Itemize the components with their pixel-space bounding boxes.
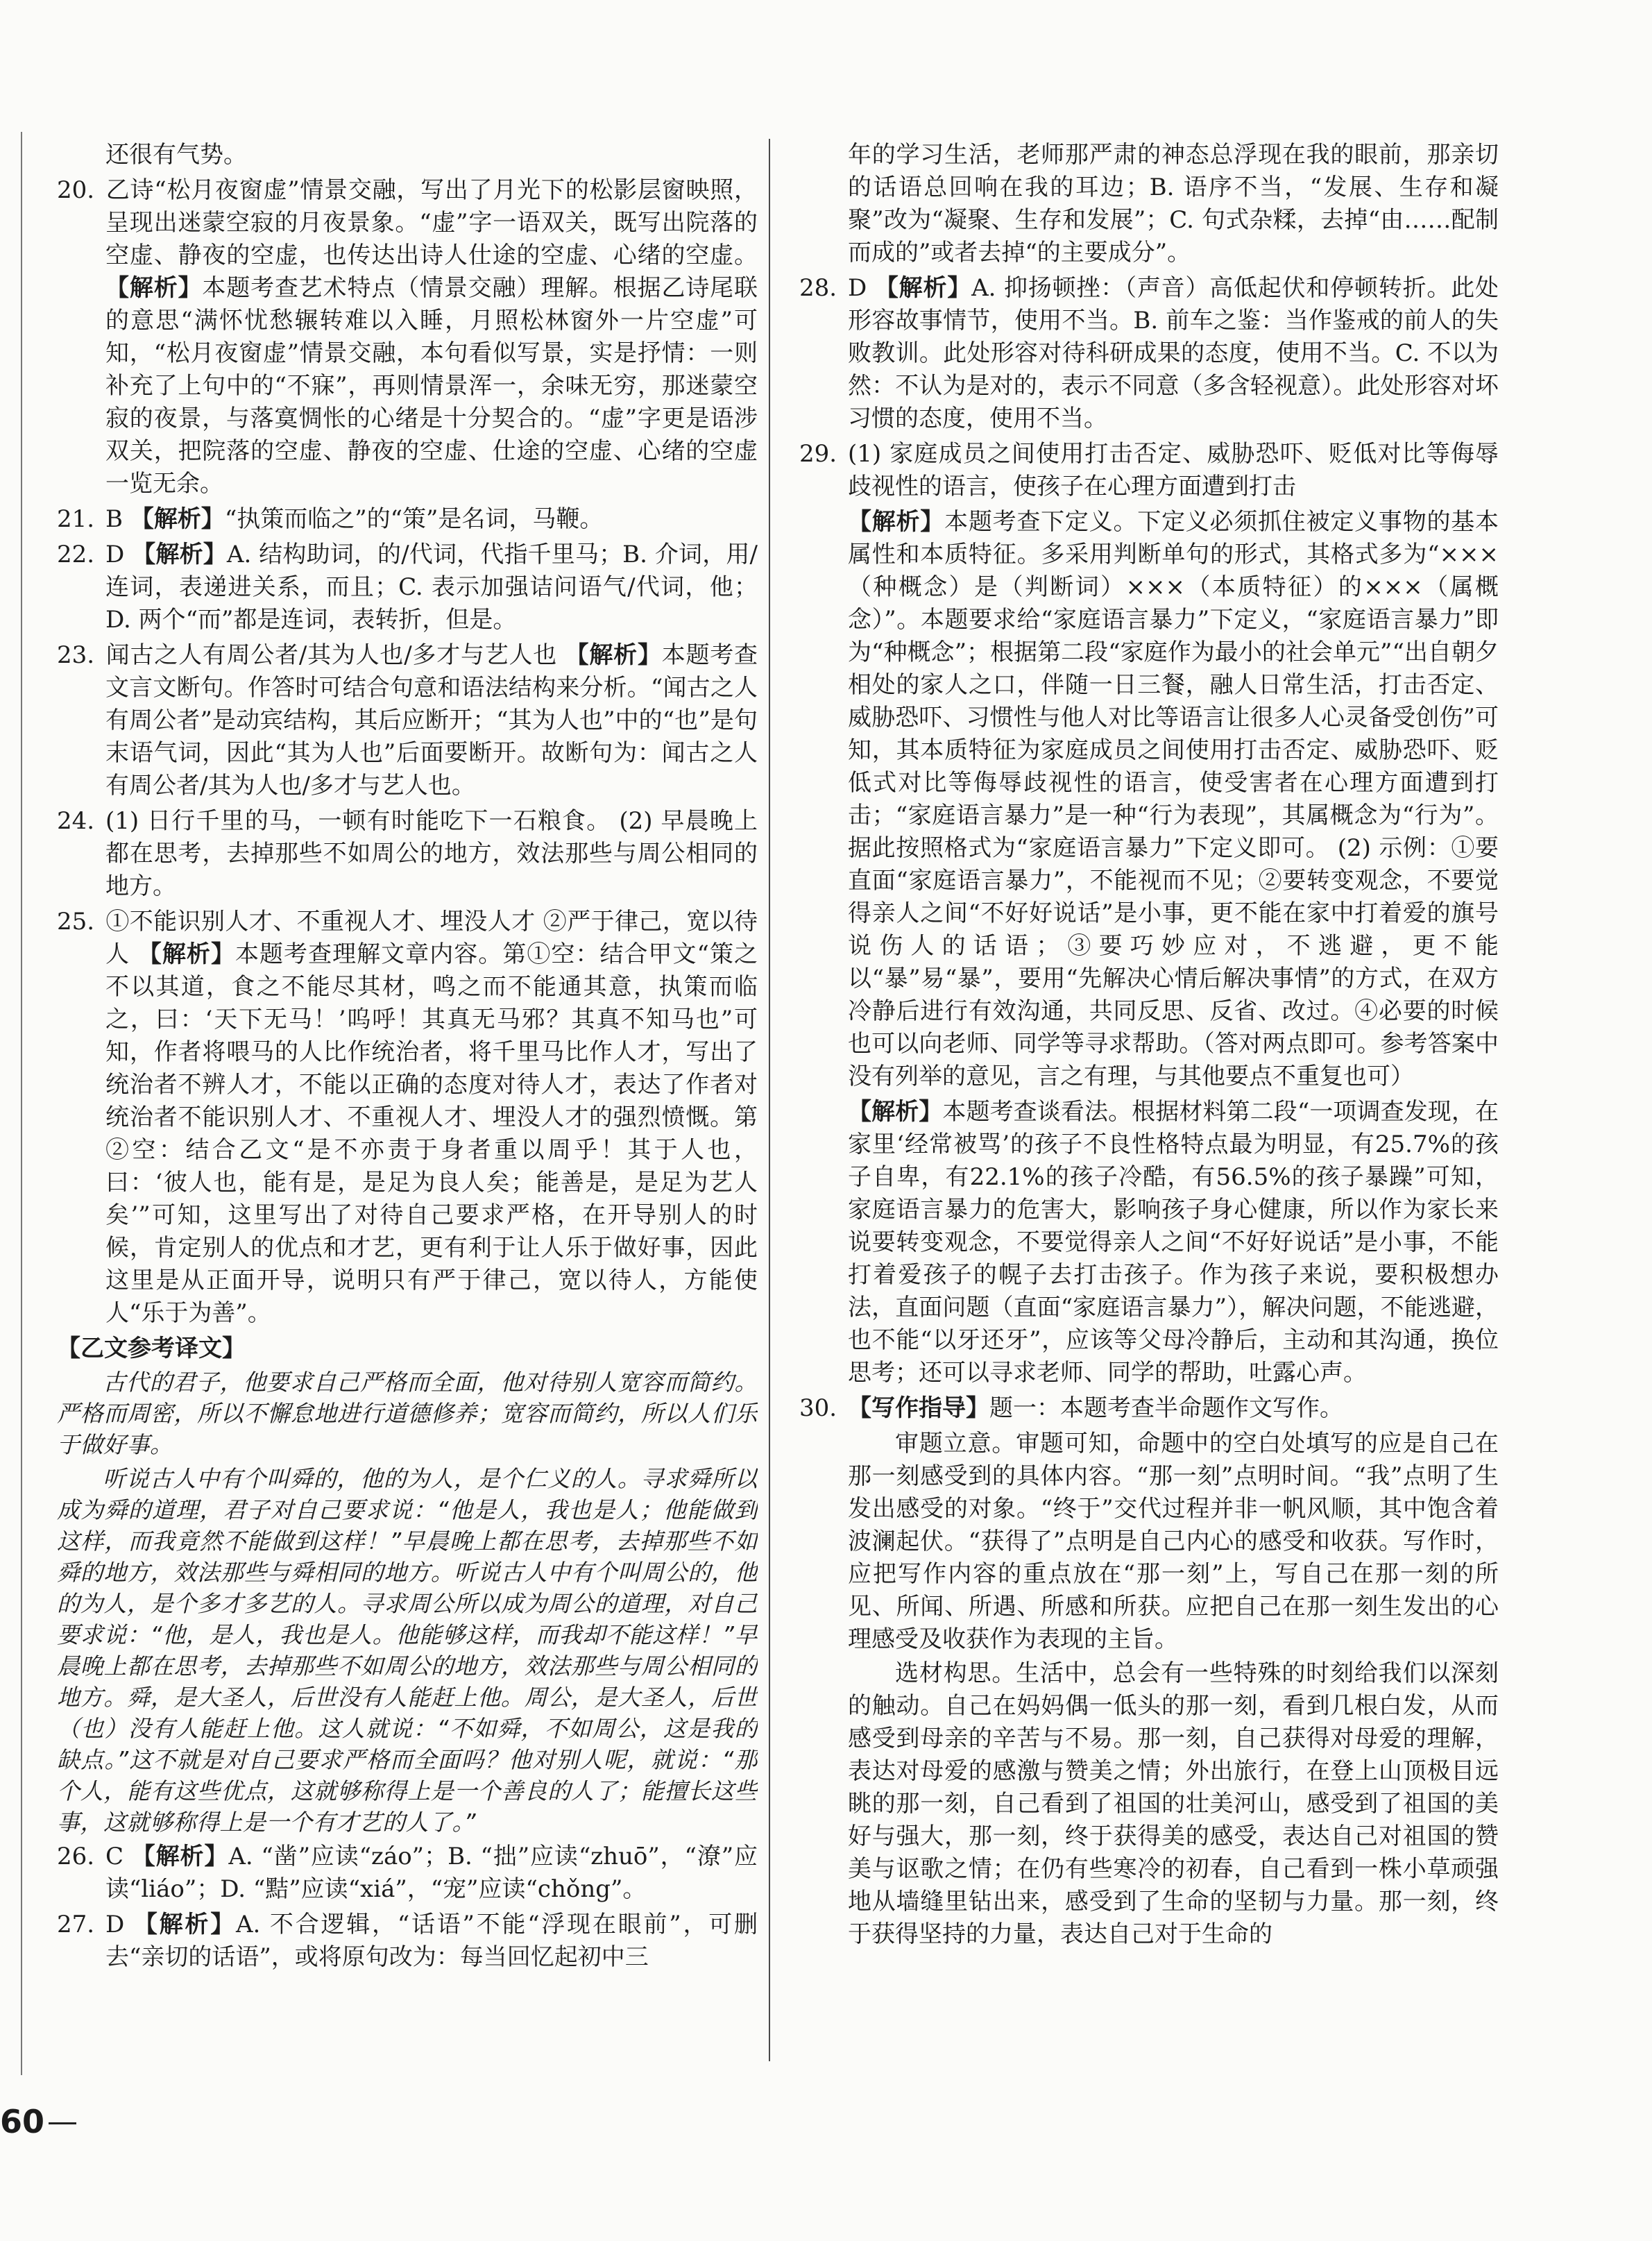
answer-text: D — [105, 541, 125, 568]
answer-text: (1) 家庭成员之间使用打击否定、威胁恐吓、贬低对比等侮辱歧视性的语言，使孩子在心理方面遭到打击 — [848, 440, 1499, 500]
answer-21 — [57, 503, 758, 536]
answer-number: 23. — [57, 641, 95, 669]
answer-24 — [57, 805, 758, 903]
answer-27 — [57, 1909, 758, 1974]
analysis-text: A. 不合逻辑，“话语”不能“浮现在眼前”，可删去“亲切的话语”，或将原句改为：每当回忆起初中三 — [105, 1911, 758, 1971]
analysis-block — [799, 1096, 1499, 1389]
answer-number: 27. — [57, 1911, 95, 1938]
analysis-tag: 【解析】 — [848, 508, 945, 536]
analysis-text: 本题考查艺术特点（情景交融）理解。根据乙诗尾联的意思“满怀忧愁辗转难以入睡，月照松林窗外一片空虚”可知，“松月夜窗虚”情景交融，本句看似写景，实是抒情：一则补充了上句中的“不寐”，再则情景浑一，余味无穷，那迷蒙空寂的夜景，与落寞惆怅的心绪是十分契合的。“虚”字更是语涉双关，把院落的空虚、静夜的空虚、仕途的空虚、心绪的空虚一览无余。 — [105, 274, 758, 498]
answer-number: 21. — [57, 505, 95, 533]
continued-analysis: 年的学习生活，老师那严肃的神态总浮现在我的眼前，那亲切的话语总回响在我的耳边；B. 语序不当，“发展、生存和凝聚”改为“凝聚、生存和发展”；C. 句式杂糅，去掉“由……配制而成的”或者去掉“的主要成分”。 — [848, 141, 1499, 267]
answer-20 — [57, 174, 758, 500]
analysis-tag: 【解析】 — [131, 1843, 229, 1870]
answer-number: 28. — [799, 274, 837, 302]
analysis-tag: 【解析】 — [132, 541, 227, 568]
analysis-block — [799, 506, 1499, 1093]
analysis-text: 本题考查理解文章内容。第①空：结合甲文“策之不以其道，食之不能尽其材，鸣之而不能通其意，执策而临之，曰：‘天下无马！’呜呼！其真无马邪？其真不知马也”可知，作者将喂马的人比作统治者，将千里马比作人才，写出了统治者不辨人才，不能以正确的态度对待人才，表达了作者对统治者不能识别人才、不重视人才、埋没人才的强烈愤慨。第②空：结合乙文“是不亦责于身者重以周乎！其于人也，曰：‘彼人也，能有是，是足为良人矣；能善是，是足为艺人矣’”可知，这里写出了对待自己要求严格，在开导别人的时候，肯定别人的优点和才艺，更有利于让人乐于做好事，因此这里是从正面开导，说明只有严于律己，宽以待人，方能使人“乐于为善”。 — [105, 940, 758, 1327]
answer-25 — [57, 906, 758, 1330]
answer-text: D — [848, 274, 867, 302]
translation-paragraph: 听说古人中有个叫舜的，他的为人，是个仁义的人。寻求舜所以成为舜的道理，君子对自己要求说：“他是人，我也是人；他能做到这样，而我竟然不能做到这样！”早晨晚上都在思考，去掉那些不如舜的地方，效法那些与舜相同的地方。听说古人中有个叫周公的，他的为人，是个多才多艺的人。寻求周公所以成为周公的道理，对自己要求说：“他，是人，我也是人。他能够这样，而我却不能这样！”早晨晚上都在思考，去掉那些不如周公的地方，效法那些与周公相同的地方。舜，是大圣人，后世没有人能赶上他。周公，是大圣人，后世（也）没有人能赶上他。这人就说：“不如舜，不如周公，这是我的缺点。”这不就是对自己要求严格而全面吗？他对别人呢，就说：“那个人，能有这些优点，这就够称得上是一个善良的人了；能擅长这些事，这就够称得上是一个有才艺的人了。” — [57, 1465, 758, 1836]
answer-text: 闻古之人有周公者/其为人也/多才与艺人也 — [105, 641, 558, 669]
page-number-dash — [49, 2122, 76, 2124]
translation-paragraph: 古代的君子，他要求自己严格而全面，他对待别人宽容而简约。严格而周密，所以不懈怠地进行道德修养；宽容而简约，所以人们乐于做好事。 — [57, 1369, 758, 1458]
analysis-text: 本题考查文言文断句。作答时可结合句意和语法结构来分析。“闻古之人有周公者”是动宾结构，其后应断开；“其为人也”中的“也”是句末语气词，因此“其为人也”后面要断开。故断句为：闻古之人有周公者/其为人也/多才与艺人也。 — [105, 641, 758, 800]
analysis-text: A. 结构助词，的/代词，代指千里马；B. 介词，用/连词，表递进关系，而且；C. 表示加强诘问语气/代词，他；D. 两个“而”都是连词，表转折，但是。 — [105, 541, 758, 634]
writing-guide-paragraph: 审题立意。审题可知，命题中的空白处填写的应是自己在那一刻感受到的具体内容。“那一刻”点明时间。“我”点明了生发出感受的对象。“终于”交代过程并非一帆风顺，其中饱含着波澜起伏。“获得了”点明是自己内心的感受和收获。写作时，应把写作内容的重点放在“那一刻”上，写自己在那一刻的所见、所闻、所遇、所感和所获。应把自己在那一刻生发出的心理感受及收获作为表现的主旨。 — [848, 1430, 1499, 1653]
analysis-text: 本题考查下定义。下定义必须抓住被定义事物的基本属性和本质特征。多采用判断单句的形式，其格式多为“×××（种概念）是（判断词）×××（本质特征）的×××（属概念）”。本题要求给“家庭语言暴力”下定义，“家庭语言暴力”即为“种概念”；根据第二段“家庭作为最小的社会单元”“出自朝夕相处的家人之口，伴随一日三餐，融人日常生活，打击否定、威胁恐吓、习惯性与他人对比等语言让很多人心灵备受创伤”可知，其本质特征为家庭成员之间使用打击否定、威胁恐吓、贬低式对比等侮辱歧视性的语言，使受害者在心理方面遭到打击；“家庭语言暴力”是一种“行为表现”，其属概念为“行为”。据此按照格式为“家庭语言暴力”下定义即可。 (2) 示例：①要直面“家庭语言暴力”，不能视而不见；②要转变观念，不要觉得亲人之间“不好好说话”是小事，更不能在家中打着爱的旗号说伤人的话语；③要巧妙应对，不逃避，更不能以“暴”易“暴”，要用“先解决心情后解决事情”的方式，在双方冷静后进行有效沟通，共同反思、反省、改过。④必要的时候也可以向老师、同学等寻求帮助。（答对两点即可。参考答案中没有列举的意见，言之有理，与其他要点不重复也可） — [848, 508, 1499, 1090]
analysis-text: A. “凿”应读“záo”；B. “拙”应读“zhuō”，“潦”应读“liáo”；D. “黠”应读“xiá”，“宠”应读“chǒng”。 — [105, 1843, 758, 1903]
answer-text: 乙诗“松月夜窗虚”情景交融，写出了月光下的松影层窗映照，呈现出迷蒙空寂的月夜景象。“虚”字一语双关，既写出院落的空虚、静夜的空虚，也传达出诗人仕途的空虚、心绪的空虚。 — [105, 176, 758, 269]
answer-text: 题一：本题考查半命题作文写作。 — [989, 1394, 1343, 1422]
page-number: 60 — [0, 2103, 45, 2140]
answer-number: 24. — [57, 807, 95, 835]
analysis-text: 本题考查谈看法。根据材料第二段“一项调查发现，在家里‘经常被骂’的孩子不良性格特点最为明显，有25.7%的孩子自卑，有22.1%的孩子冷酷，有56.5%的孩子暴躁”可知，家庭语言暴力的危害大，影响孩子身心健康，所以作为家长来说要转变观念，不要觉得亲人之间“不好好说话”是小事，不能打着爱孩子的幌子去打击孩子。作为孩子来说，要积极想办法，直面问题（直面“家庭语言暴力”），解决问题，不能逃避，也不能“以牙还牙”，应该等父母冷静后，主动和其沟通，换位思考；还可以寻求老师、同学的帮助，吐露心声。 — [848, 1098, 1499, 1387]
translation-heading: 【乙文参考译文】 — [57, 1335, 246, 1362]
writing-guide-tag: 【写作指导】 — [848, 1394, 989, 1422]
analysis-text: A. 抑扬顿挫：（声音）高低起伏和停顿转折。此处形容故事情节，使用不当。B. 前车之鉴：当作鉴戒的前人的失败教训。此处形容对待科研成果的态度，使用不当。C. 不以为然：不认为是对的，表示不同意（多含轻视意）。此处形容对坏习惯的态度，使用不当。 — [848, 274, 1499, 432]
writing-guide-paragraph: 选材构思。生活中，总会有一些特殊的时刻给我们以深刻的触动。自己在妈妈偶一低头的那一刻，看到几根白发，从而感受到母亲的辛苦与不易。那一刻，自己获得对母爱的理解，表达对母爱的感激与赞美之情；外出旅行，在登上山顶极目远眺的那一刻，自己看到了祖国的壮美河山，感受到了祖国的美好与强大，那一刻，终于获得美的感受，表达自己对祖国的赞美与讴歌之情；在仍有些寒冷的初春，自己看到一株小草顽强地从墙缝里钻出来，感受到了生命的坚韧与力量。那一刻，终于获得坚持的力量，表达自己对于生命的 — [848, 1659, 1499, 1948]
answer-number: 30. — [799, 1394, 837, 1422]
answer-29 — [799, 438, 1499, 503]
left-column — [57, 139, 758, 2151]
answer-number: 29. — [799, 440, 837, 468]
analysis-tag: 【解析】 — [848, 1098, 943, 1126]
analysis-tag: 【解析】 — [133, 1911, 236, 1938]
answer-text: (1) 日行千里的马，一顿有时能吃下一石粮食。 (2) 早晨晚上都在思考，去掉那些不如周公的地方，效法那些与周公相同的地方。 — [105, 807, 758, 900]
analysis-tag: 【解析】 — [130, 505, 225, 533]
answer-23 — [57, 639, 758, 802]
column-divider — [769, 139, 770, 2061]
answer-text: D — [105, 1911, 125, 1938]
analysis-tag: 【解析】 — [565, 641, 662, 669]
analysis-tag: 【解析】 — [137, 940, 235, 968]
analysis-text: “执策而临之”的“策”是名词，马鞭。 — [224, 505, 604, 533]
answer-number: 22. — [57, 541, 95, 568]
answer-28 — [799, 272, 1499, 435]
answer-text: B — [105, 505, 123, 533]
left-margin-rule — [21, 132, 22, 2075]
answer-text: ①不能识别人才、不重视人才、埋没人才 ②严于律己，宽以待人 — [105, 908, 758, 968]
answer-number: 25. — [57, 908, 95, 936]
answer-26 — [57, 1841, 758, 1906]
answer-text: C — [105, 1843, 124, 1870]
analysis-tag: 【解析】 — [105, 274, 203, 302]
answer-number: 20. — [57, 176, 95, 204]
continued-line: 还很有气势。 — [105, 141, 247, 169]
answer-number: 26. — [57, 1843, 95, 1870]
answer-30 — [799, 1392, 1499, 1425]
analysis-tag: 【解析】 — [874, 274, 972, 302]
answer-22 — [57, 539, 758, 636]
right-column — [799, 139, 1499, 2151]
